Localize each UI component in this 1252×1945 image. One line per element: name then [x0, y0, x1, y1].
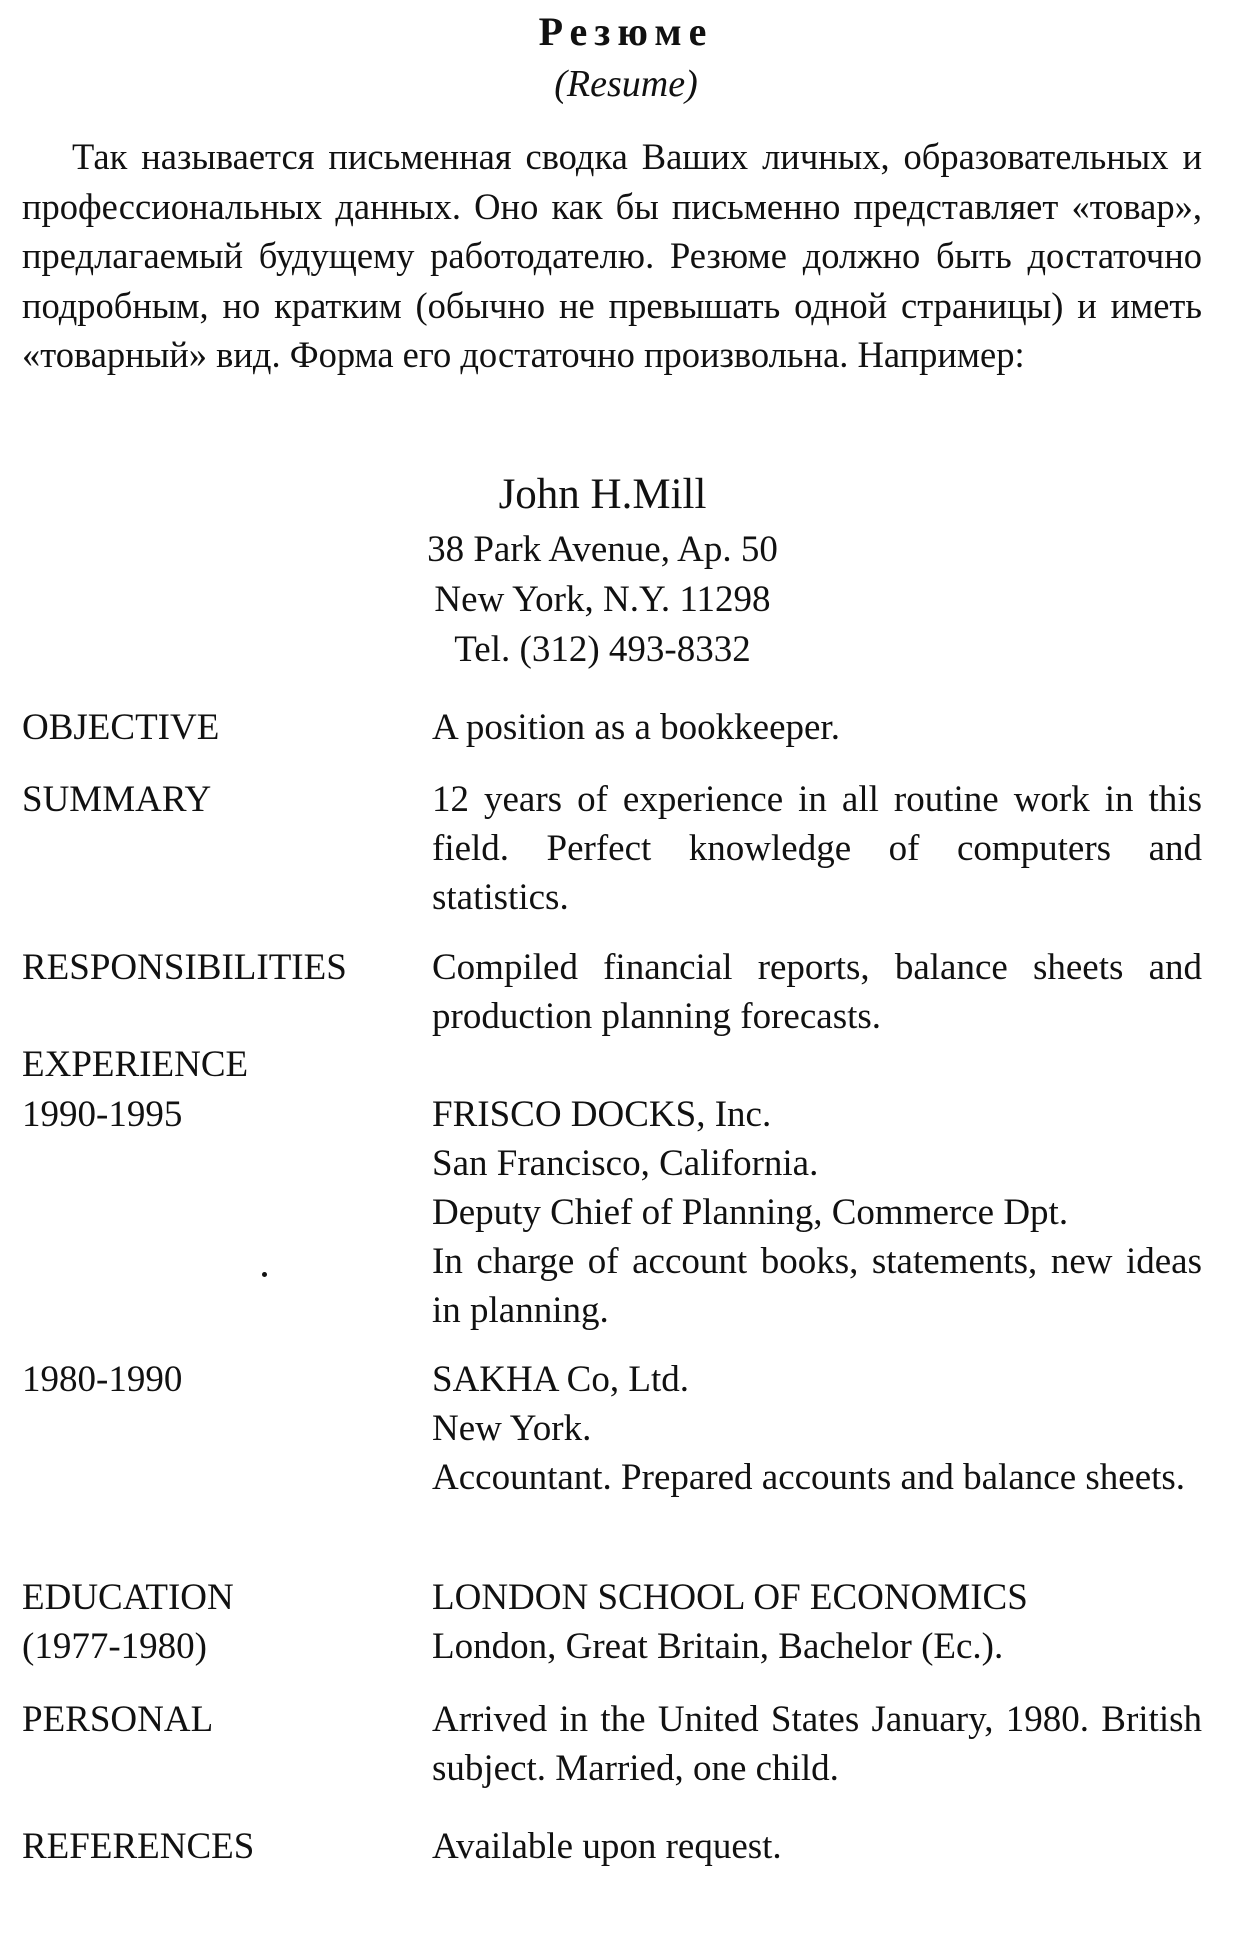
- objective-text: A position as a bookkeeper.: [432, 707, 840, 748]
- responsibilities-label: RESPONSIBILITIES: [22, 947, 347, 988]
- job-details: Accountant. Prepared accounts and balance sheets.: [432, 1457, 1186, 1498]
- references-label: REFERENCES: [22, 1826, 255, 1867]
- page-title: Резюме: [538, 9, 714, 54]
- bullet-dot: [262, 1272, 267, 1277]
- experience-label: EXPERIENCE: [22, 1044, 249, 1085]
- job-entry: [432, 1355, 1202, 1502]
- summary-content: [432, 775, 1202, 922]
- job-details: In charge of account books, statements, new ideas in planning.: [432, 1241, 1202, 1331]
- education-content: [432, 1573, 1202, 1671]
- job-location: New York.: [432, 1408, 592, 1449]
- responsibilities-text: Compiled financial reports, balance sheets and production planning forecasts.: [432, 947, 1202, 1037]
- education-period: (1977-1980): [22, 1626, 207, 1667]
- summary-label: SUMMARY: [22, 779, 212, 820]
- intro-paragraph: Так называется письменная сводка Ваших личных, образовательных и профессиональных данных. Оно как бы письменно представляет «товар», предлагаемый будущему работодателю. Резюме должно быть достаточно подробным, но кратким (обычно не превышать одной страницы) и иметь «товарный» вид. Форма его достаточно произвольна. Например:: [22, 136, 1202, 375]
- contact-phone: Tel. (312) 493-8332: [454, 629, 751, 670]
- job-company: SAKHA Co, Ltd.: [432, 1359, 689, 1400]
- job-entry: [432, 1090, 1202, 1335]
- references-content: [432, 1822, 1202, 1871]
- job-position: Deputy Chief of Planning, Commerce Dpt.: [432, 1192, 1069, 1233]
- responsibilities-content: [432, 943, 1202, 1041]
- contact-city: New York, N.Y. 11298: [434, 579, 771, 620]
- job-period: 1980-1990: [22, 1359, 183, 1400]
- education-details: London, Great Britain, Bachelor (Ec.).: [432, 1626, 1004, 1667]
- job-company: FRISCO DOCKS, Inc.: [432, 1094, 772, 1135]
- contact-name: John H.Mill: [498, 471, 707, 518]
- personal-content: [432, 1695, 1202, 1793]
- objective-label: OBJECTIVE: [22, 707, 220, 748]
- summary-text: 12 years of experience in all routine work in this field. Perfect knowledge of computers and statistics.: [432, 779, 1202, 918]
- personal-text: Arrived in the United States January, 1980. British subject. Married, one child.: [432, 1699, 1202, 1789]
- page-subtitle: (Resume): [554, 63, 698, 105]
- references-text: Available upon request.: [432, 1826, 782, 1867]
- objective-content: [432, 703, 1202, 752]
- education-label: EDUCATION: [22, 1577, 234, 1618]
- job-period: 1990-1995: [22, 1094, 183, 1135]
- personal-label: PERSONAL: [22, 1699, 214, 1740]
- contact-address: 38 Park Avenue, Ap. 50: [427, 529, 778, 570]
- education-school: LONDON SCHOOL OF ECONOMICS: [432, 1577, 1028, 1618]
- job-location: San Francisco, California.: [432, 1143, 819, 1184]
